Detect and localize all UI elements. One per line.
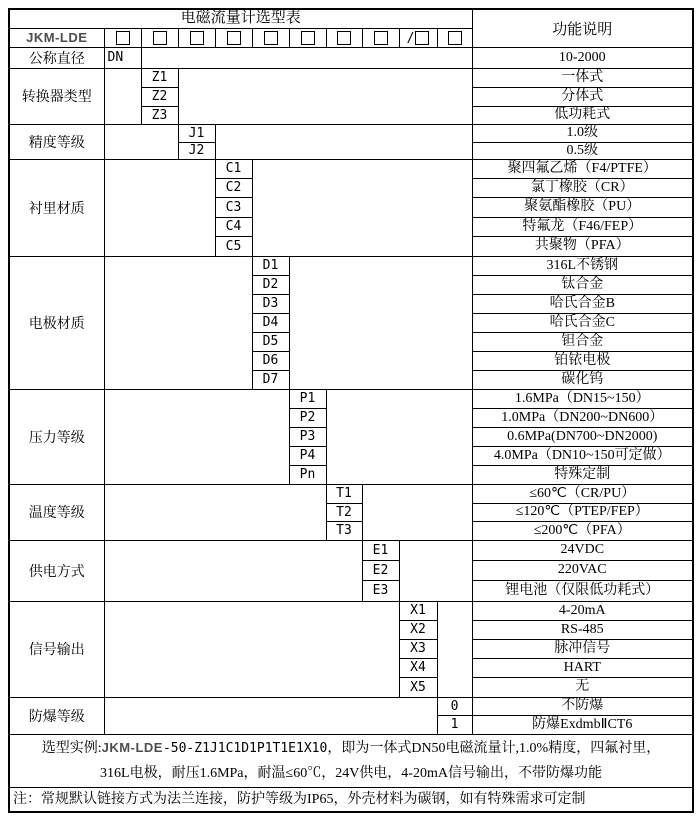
code-cell: X5 <box>399 677 437 697</box>
desc-cell: 锂电池（仅限低功耗式） <box>472 580 693 601</box>
model-prefix: JKM-LDE <box>9 28 104 47</box>
code-cell: D7 <box>252 370 289 389</box>
code-cell: Z3 <box>141 106 178 124</box>
code-cell: T2 <box>326 503 362 521</box>
spacer-cell <box>104 389 289 484</box>
spacer-cell <box>104 540 362 601</box>
desc-cell: 无 <box>472 677 693 697</box>
code-cell: P4 <box>289 446 326 465</box>
desc-cell: 氯丁橡胶（CR） <box>472 178 693 197</box>
code-cell: E1 <box>362 540 399 560</box>
slash-separator: / <box>406 30 415 46</box>
checkbox-icon <box>227 31 241 45</box>
desc-cell: 碳化钨 <box>472 370 693 389</box>
section-label-explosion-proof: 防爆等级 <box>9 697 104 734</box>
code-cell: D5 <box>252 332 289 351</box>
code-cell: C5 <box>215 236 252 256</box>
code-cell: DN <box>104 47 141 68</box>
example-line-1 <box>10 735 692 761</box>
spacer-cell <box>326 389 472 484</box>
code-cell: J1 <box>178 124 215 142</box>
checkbox-icon <box>337 31 351 45</box>
code-cell: Pn <box>289 465 326 484</box>
desc-cell: ≤60℃（CR/PU） <box>472 484 693 503</box>
desc-cell: 共聚物（PFA） <box>472 236 693 256</box>
model-code-checkbox-3[interactable] <box>178 28 215 47</box>
desc-cell: 一体式 <box>472 68 693 87</box>
section-label-lining-material: 衬里材质 <box>9 159 104 256</box>
desc-cell: 4-20mA <box>472 601 693 620</box>
code-cell: Z1 <box>141 68 178 87</box>
function-column-header: 功能说明 <box>472 9 693 47</box>
checkbox-icon <box>415 31 429 45</box>
model-code-checkbox-1[interactable] <box>104 28 141 47</box>
selection-example <box>9 734 693 787</box>
desc-cell: 钛合金 <box>472 275 693 294</box>
desc-cell: 哈氏合金B <box>472 294 693 313</box>
section-label-diameter: 公称直径 <box>9 47 104 68</box>
desc-cell: 1.6MPa（DN15~150） <box>472 389 693 408</box>
code-cell: T3 <box>326 521 362 540</box>
model-code-checkbox-9[interactable] <box>399 28 437 47</box>
desc-cell: 聚氨酯橡胶（PU） <box>472 197 693 217</box>
code-cell: X2 <box>399 620 437 639</box>
spacer-cell <box>141 47 472 68</box>
code-cell: D3 <box>252 294 289 313</box>
checkbox-icon <box>190 31 204 45</box>
desc-cell: 不防爆 <box>472 697 693 715</box>
spacer-cell <box>104 484 326 540</box>
code-cell: E2 <box>362 560 399 580</box>
desc-cell: ≤200℃（PFA） <box>472 521 693 540</box>
model-code-checkbox-8[interactable] <box>362 28 399 47</box>
model-code-checkbox-6[interactable] <box>289 28 326 47</box>
desc-cell: 10-2000 <box>472 47 693 68</box>
desc-cell: 钽合金 <box>472 332 693 351</box>
code-cell: P2 <box>289 408 326 427</box>
example-prefix: 选型实例: <box>41 741 102 756</box>
spacer-cell <box>104 697 437 734</box>
section-label-accuracy: 精度等级 <box>9 124 104 159</box>
model-code-checkbox-7[interactable] <box>326 28 362 47</box>
code-cell: 1 <box>437 715 472 734</box>
code-cell: P3 <box>289 427 326 446</box>
model-code-checkbox-10[interactable] <box>437 28 472 47</box>
code-cell: T1 <box>326 484 362 503</box>
desc-cell: RS-485 <box>472 620 693 639</box>
desc-cell: 铂铱电极 <box>472 351 693 370</box>
footnote: 注：常规默认链接方式为法兰连接，防护等级为IP65，外壳材料为碳钢，如有特殊需求可定制 <box>9 787 693 812</box>
desc-cell: 220VAC <box>472 560 693 580</box>
code-cell: Z2 <box>141 87 178 106</box>
checkbox-icon <box>301 31 315 45</box>
checkbox-icon <box>116 31 130 45</box>
selection-table <box>8 8 694 813</box>
code-cell: C4 <box>215 217 252 236</box>
model-code-checkbox-2[interactable] <box>141 28 178 47</box>
desc-cell: 低功耗式 <box>472 106 693 124</box>
spacer-cell <box>289 256 472 389</box>
code-cell: D2 <box>252 275 289 294</box>
model-code-checkbox-5[interactable] <box>252 28 289 47</box>
section-label-pressure-rating: 压力等级 <box>9 389 104 484</box>
spacer-cell <box>104 68 141 124</box>
code-cell: X4 <box>399 658 437 677</box>
desc-cell: 哈氏合金C <box>472 313 693 332</box>
spacer-cell <box>362 484 472 540</box>
checkbox-icon <box>374 31 388 45</box>
desc-cell: 特氟龙（F46/FEP） <box>472 217 693 236</box>
code-cell: J2 <box>178 142 215 159</box>
desc-cell: 0.5级 <box>472 142 693 159</box>
code-cell: X3 <box>399 639 437 658</box>
code-cell: D6 <box>252 351 289 370</box>
code-cell: 0 <box>437 697 472 715</box>
section-label-temperature-rating: 温度等级 <box>9 484 104 540</box>
example-line-2: 316L电极，耐压1.6MPa，耐温≤60℃，24V供电，4-20mA信号输出，不带防爆功能 <box>100 766 602 781</box>
spacer-cell <box>252 159 472 256</box>
code-cell: C3 <box>215 197 252 217</box>
spacer-cell <box>215 124 472 159</box>
code-cell: D4 <box>252 313 289 332</box>
desc-cell: ≤120℃（PTEP/FEP） <box>472 503 693 521</box>
desc-cell: 特殊定制 <box>472 465 693 484</box>
desc-cell: 1.0MPa（DN200~DN600） <box>472 408 693 427</box>
desc-cell: 24VDC <box>472 540 693 560</box>
spacer-cell <box>104 159 215 256</box>
spacer-cell <box>178 68 472 124</box>
desc-cell: 4.0MPa（DN10~150可定做） <box>472 446 693 465</box>
spacer-cell <box>437 601 472 697</box>
spacer-cell <box>104 601 399 697</box>
desc-cell: 防爆ExdmbⅡCT6 <box>472 715 693 734</box>
spacer-cell <box>104 124 178 159</box>
code-cell: P1 <box>289 389 326 408</box>
code-cell: X1 <box>399 601 437 620</box>
desc-cell: 1.0级 <box>472 124 693 142</box>
checkbox-icon <box>448 31 462 45</box>
desc-cell: 316L不锈钢 <box>472 256 693 275</box>
checkbox-icon <box>264 31 278 45</box>
example-rest: ，即为一体式DN50电磁流量计,1.0%精度，四氟衬里， <box>327 741 661 756</box>
desc-cell: HART <box>472 658 693 677</box>
example-model: JKM-LDE <box>101 740 163 755</box>
section-label-signal-output: 信号输出 <box>9 601 104 697</box>
code-cell: E3 <box>362 580 399 601</box>
code-cell: C1 <box>215 159 252 178</box>
desc-cell: 聚四氟乙烯（F4/PTFE） <box>472 159 693 178</box>
desc-cell: 分体式 <box>472 87 693 106</box>
page-title: 电磁流量计选型表 <box>9 9 472 28</box>
spacer-cell <box>104 256 252 389</box>
code-cell: D1 <box>252 256 289 275</box>
checkbox-icon <box>153 31 167 45</box>
desc-cell: 脉冲信号 <box>472 639 693 658</box>
code-cell: C2 <box>215 178 252 197</box>
desc-cell: 0.6MPa(DN700~DN2000) <box>472 427 693 446</box>
model-code-checkbox-4[interactable] <box>215 28 252 47</box>
section-label-converter-type: 转换器类型 <box>9 68 104 124</box>
example-code: -50-Z1J1C1D1P1T1E1X10 <box>162 741 328 756</box>
section-label-electrode-material: 电极材质 <box>9 256 104 389</box>
section-label-power-supply: 供电方式 <box>9 540 104 601</box>
spacer-cell <box>399 540 472 601</box>
